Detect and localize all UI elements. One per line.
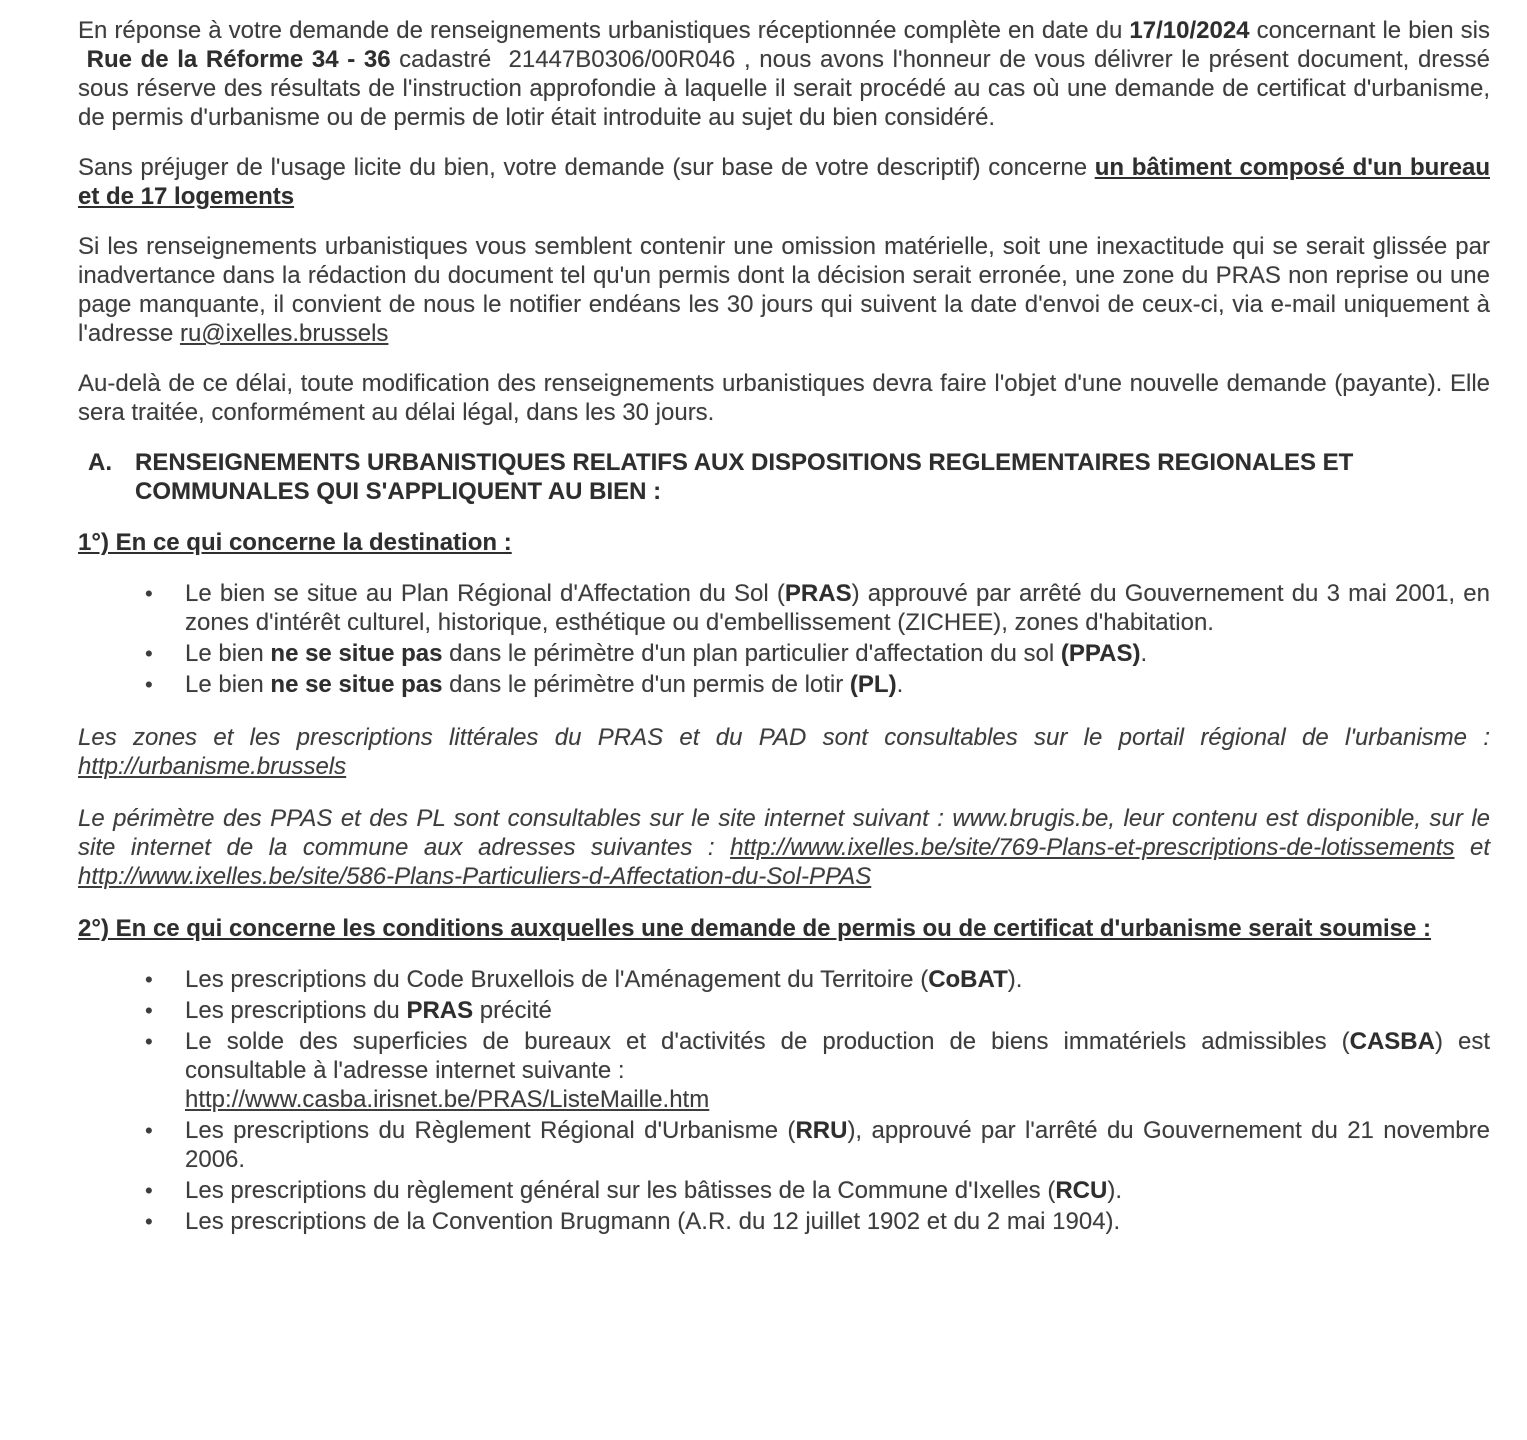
text-run: Le périmètre des PPAS et des PL sont consultables sur le site internet suivant : www.brugis.be, leur contenu est disponible, sur le site internet de la commune aux adresses suivantes : xyxy=(78,805,1490,861)
deadline-paragraph xyxy=(78,369,1490,427)
text-run: ) approuvé par arrêté du Gouvernement du 3 mai 2001, en zones d'intérêt culturel, historique, esthétique ou d'embellissement (ZICHEE), zones d'habitation. xyxy=(185,580,1490,636)
hyperlink[interactable]: http://www.ixelles.be/site/769-Plans-et-prescriptions-de-lotissements xyxy=(730,834,1455,861)
text-run: cadastré 21447B0306/00R046 , nous avons l'honneur de vous délivrer le présent document, dressé sous réserve des résultats de l'instruction approfondie à laquelle il serait procédé au cas où une demande de certificat d'urbanisme, de permis d'urbanisme ou de permis de lotir était introduite au sujet du bien considéré. xyxy=(78,46,1490,131)
text-run: CoBAT xyxy=(928,966,1008,993)
section-a-heading xyxy=(88,448,1490,506)
text-run: précité xyxy=(473,997,552,1024)
text-run: . xyxy=(1140,640,1148,667)
text-run: Le solde des superficies de bureaux et d'activités de production de biens immatériels admissibles ( xyxy=(185,1028,1350,1055)
text-run: CASBA xyxy=(1349,1028,1435,1055)
list-item xyxy=(185,1176,1490,1205)
pras-portal-note xyxy=(78,723,1490,781)
text-run: ) est consultable à l'adresse internet suivante : xyxy=(185,1028,1490,1084)
text-run: ). xyxy=(1107,1177,1123,1204)
list-item xyxy=(185,1116,1490,1174)
text-run: ne se situe pas xyxy=(270,640,443,667)
hyperlink[interactable]: http://urbanisme.brussels xyxy=(78,753,347,780)
text-run: dans le périmètre d'un permis de lotir xyxy=(442,671,850,698)
subsection-2-heading xyxy=(78,914,1490,943)
text-run: un bâtiment composé d'un bureau et de 17 logements xyxy=(78,154,1490,210)
text-run: 2°) En ce qui concerne les conditions auxquelles une demande de permis ou de certificat d'urbanisme serait soumise : xyxy=(78,915,1432,942)
text-run: RENSEIGNEMENTS URBANISTIQUES RELATIFS AUX DISPOSITIONS REGLEMENTAIRES REGIONALES ET COMMUNALES QUI S'APPLIQUENT AU BIEN : xyxy=(135,449,1354,505)
text-run: Les prescriptions du xyxy=(185,997,407,1024)
text-run: Les prescriptions du Code Bruxellois de l'Aménagement du Territoire ( xyxy=(185,966,929,993)
text-run: Si les renseignements urbanistiques vous semblent contenir une omission matérielle, soit une inexactitude qui se serait glissée par inadvertance dans la rédaction du document tel qu'un permis dont la décision serait erronée, une zone du PRAS non reprise ou une page manquante, il convient de nous le notifier endéans les 30 jours qui suivent la date d'envoi de ceux-ci, via e-mail uniquement à l'adresse xyxy=(78,233,1490,347)
section-marker: A. xyxy=(88,449,112,476)
text-run: . xyxy=(896,671,904,698)
list-item xyxy=(185,579,1490,637)
text-run: En réponse à votre demande de renseignements urbanistiques réceptionnée complète en date du xyxy=(78,17,1130,44)
text-run: Le bien xyxy=(185,640,271,667)
request-subject-paragraph xyxy=(78,153,1490,211)
section-heading-text xyxy=(135,448,1490,506)
text-run: et xyxy=(1454,834,1491,861)
text-run: Sans préjuger de l'usage licite du bien, votre demande (sur base de votre descriptif) concerne xyxy=(78,154,1095,181)
hyperlink[interactable]: http://www.ixelles.be/site/586-Plans-Particuliers-d-Affectation-du-Sol-PPAS xyxy=(78,863,872,890)
text-run: RRU xyxy=(795,1117,848,1144)
text-run: Les prescriptions du règlement général sur les bâtisses de la Commune d'Ixelles ( xyxy=(185,1177,1056,1204)
list-item xyxy=(185,1207,1490,1236)
hyperlink[interactable]: http://www.casba.irisnet.be/PRAS/ListeMaille.htm xyxy=(185,1086,710,1113)
list-item xyxy=(185,996,1490,1025)
text-run: Le bien xyxy=(185,671,271,698)
conditions-bullet-list xyxy=(78,965,1490,1236)
subsection-1-heading xyxy=(78,528,1490,557)
list-item xyxy=(185,965,1490,994)
text-run: Les prescriptions du Règlement Régional d'Urbanisme ( xyxy=(185,1117,796,1144)
text-run: concernant le bien sis xyxy=(78,17,1490,73)
text-run: Les zones et les prescriptions littérales du PRAS et du PAD sont consultables sur le portail régional de l'urbanisme : xyxy=(78,724,1490,751)
text-run: 17/10/2024 xyxy=(1129,17,1250,44)
text-run: RCU xyxy=(1055,1177,1108,1204)
text-run: (PPAS) xyxy=(1060,640,1141,667)
text-run: PRAS xyxy=(784,580,852,607)
ppas-pl-note xyxy=(78,804,1490,891)
text-run: Rue de la Réforme 34 - 36 xyxy=(86,46,391,73)
destination-bullet-list xyxy=(78,579,1490,699)
text-run: Au-delà de ce délai, toute modification des renseignements urbanistiques devra faire l'objet d'une nouvelle demande (payante). Elle sera traitée, conformément au délai légal, dans les 30 jours. xyxy=(78,370,1490,426)
omission-notice-paragraph xyxy=(78,232,1490,348)
text-run: ). xyxy=(1007,966,1023,993)
text-run: Les prescriptions de la Convention Brugmann (A.R. du 12 juillet 1902 et du 2 mai 1904). xyxy=(185,1208,1121,1235)
text-run: dans le périmètre d'un plan particulier d'affectation du sol xyxy=(442,640,1061,667)
hyperlink[interactable]: ru@ixelles.brussels xyxy=(179,320,389,347)
list-item xyxy=(185,639,1490,668)
document-body xyxy=(78,16,1490,1236)
text-run: ne se situe pas xyxy=(270,671,443,698)
text-run: Le bien se situe au Plan Régional d'Affectation du Sol ( xyxy=(185,580,785,607)
text-run: ), approuvé par l'arrêté du Gouvernement du 21 novembre 2006. xyxy=(185,1117,1490,1173)
list-item xyxy=(185,1027,1490,1114)
text-run: (PL) xyxy=(849,671,897,698)
intro-paragraph xyxy=(78,16,1490,132)
text-run: PRAS xyxy=(406,997,474,1024)
list-item xyxy=(185,670,1490,699)
text-run: 1°) En ce qui concerne la destination : xyxy=(78,529,512,556)
